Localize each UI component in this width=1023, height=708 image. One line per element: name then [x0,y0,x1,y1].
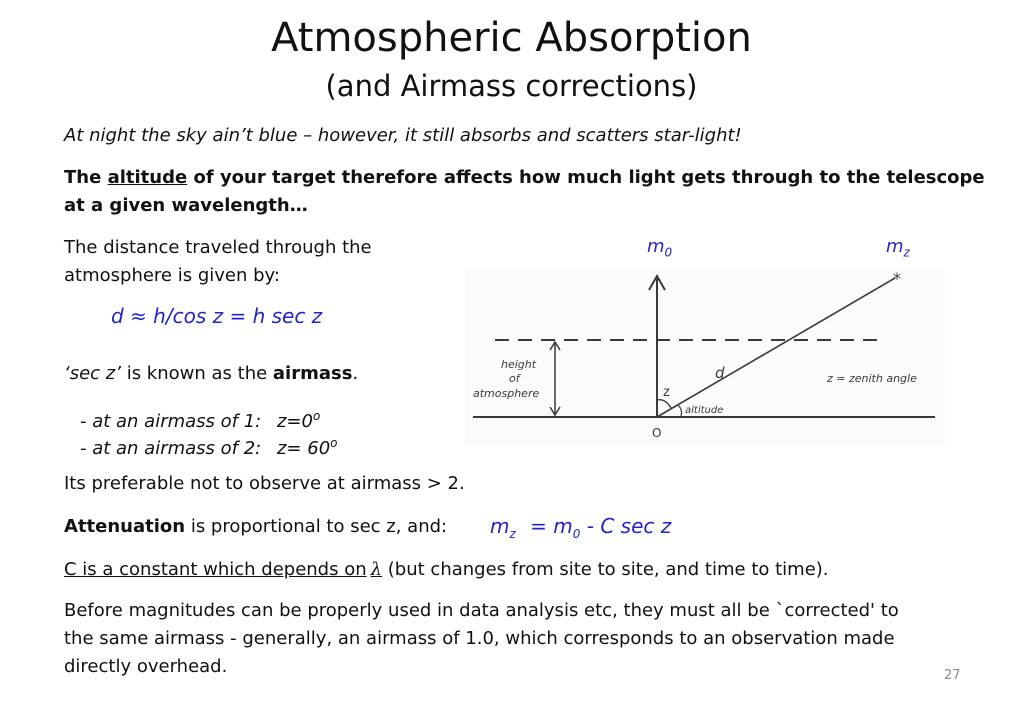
zenith-angle-note: z = zenith angle [827,372,917,385]
before-line-1: Before magnitudes can be properly used in data analysis etc, they must all be `corrected' to [64,600,899,621]
height-label-1: height [501,358,537,371]
altitude-word: altitude [107,167,188,188]
airmass-known: is known as the [126,363,268,384]
mz-sub: z [903,245,910,260]
origin-label: O [652,426,662,440]
attenuation-word: Attenuation [64,516,186,537]
height-label-3: atmosphere [473,387,540,400]
airmass-diagram [465,270,945,445]
slide-title: Atmospheric Absorption [271,15,752,61]
d-label: d [715,364,725,382]
airmass-2-z: z= 60 [276,438,331,459]
airmass-definition [64,360,358,388]
before-line-3: directly overhead. [64,656,228,677]
altitude-angle-label: altitude [685,405,724,416]
distance-line-1: The distance traveled through the [64,237,372,258]
attenuation-formula [490,514,671,541]
slide-subtitle: (and Airmass corrections) [325,69,698,103]
preferable-text: Its preferable not to observe at airmass > 2. [64,473,465,494]
mz-m: m [886,236,904,257]
airmass-word: airmass [272,363,353,384]
lambda-symbol: λ [370,559,383,580]
altitude-the: The [64,167,102,188]
airmass-2-degree: o [330,436,338,450]
formula-m-sub: z [509,527,516,541]
m0-sub: 0 [664,245,673,260]
altitude-rest-1: of your target therefore affects how much light gets through to the telescope [193,167,985,188]
formula-m: m [490,514,510,538]
mz-label [886,236,910,260]
z-angle-label: z [663,385,670,400]
formula-eq: = m [530,514,573,538]
page-number: 27 [944,668,961,683]
airmass-dot: . [352,363,359,384]
airmass-2-label: - at an airmass of 2: [80,438,262,459]
distance-line-2: atmosphere is given by: [64,265,280,286]
diagram-background [465,270,945,445]
airmass-1-degree: o [312,409,321,423]
formula-tail: - C sec z [586,514,672,538]
height-label-2: of [509,372,520,385]
secz-term: ‘sec z’ [64,363,121,384]
altitude-rest-2: at a given wavelength… [64,195,308,216]
distance-formula: d ≈ h/cos z = h sec z [111,304,323,328]
m0-m: m [647,236,665,257]
airmass-1-z: z=0 [276,411,313,432]
constant-underlined: C is a constant which depends on [64,559,367,580]
airmass-2-line [80,429,337,463]
airmass-1-label: - at an airmass of 1: [80,411,262,432]
attenuation-line [64,513,447,541]
before-line-2: the same airmass - generally, an airmass of 1.0, which corresponds to an observation made [64,628,895,649]
constant-rest: (but changes from site to site, and time to time). [387,559,829,580]
formula-eq-sub: 0 [572,527,581,541]
m0-label [647,236,672,260]
constant-line [64,556,829,584]
attenuation-rest: is proportional to sec z, and: [190,516,448,537]
altitude-paragraph [64,164,985,192]
star-symbol: * [893,270,901,288]
intro-text: At night the sky ain’t blue – however, it still absorbs and scatters star-light! [64,125,742,146]
